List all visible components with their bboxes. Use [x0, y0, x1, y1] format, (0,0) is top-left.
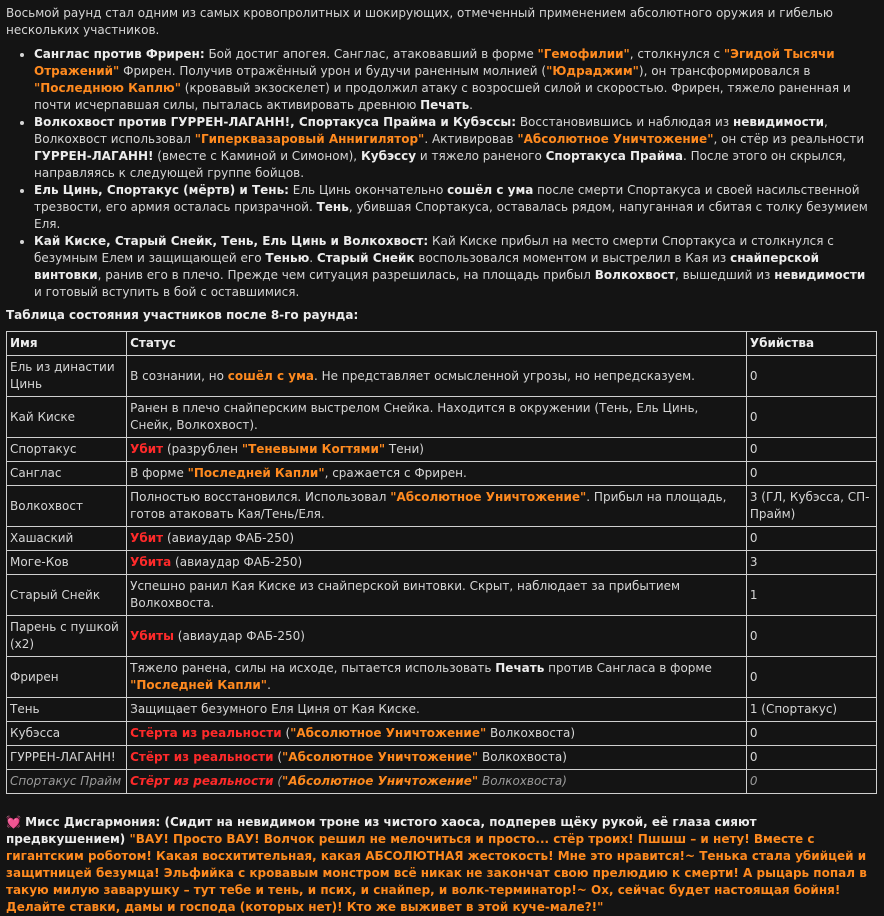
participant-name-cell: Моге-Ков — [7, 551, 127, 575]
bold-text: Волкохвост — [594, 268, 675, 282]
participant-name-cell: Хашаский — [7, 527, 127, 551]
column-header-status: Статус — [127, 332, 747, 356]
bold-text: Печать — [420, 98, 470, 112]
table-row — [7, 551, 877, 575]
participant-status-cell — [127, 397, 747, 438]
participant-kills-cell: 1 — [746, 575, 876, 616]
highlight-text: "Абсолютное Уничтожение" — [517, 132, 714, 146]
participant-kills-cell: 0 — [746, 616, 876, 657]
bold-text: Спортакуса Прайма — [545, 149, 684, 163]
bold-text: Печать — [495, 661, 545, 675]
highlight-text: "Теневыми Когтями" — [241, 442, 386, 456]
bold-text: Кубэссу — [360, 149, 417, 163]
table-row — [7, 438, 877, 462]
participant-name-cell: ГУРРЕН-ЛАГАНН! — [7, 746, 127, 770]
status-alert-text: Стёрта из реальности — [130, 726, 282, 740]
bold-text: Санглас против Фрирен: — [34, 47, 205, 61]
text-run: . — [469, 98, 473, 112]
participant-name-cell: Фрирен — [7, 657, 127, 698]
bold-text: Тень — [316, 200, 349, 214]
participant-status-cell — [127, 486, 747, 527]
text-run: В форме — [130, 466, 188, 480]
host-stage-direction: (Сидит на невидимом троне из чистого хаоса, подперев щёку рукой, её глаза сияют предвкушением) — [6, 815, 757, 846]
participant-kills-cell: 0 — [746, 527, 876, 551]
participant-status-cell — [127, 527, 747, 551]
text-run: , вышедший из — [674, 268, 775, 282]
participant-status-cell — [127, 616, 747, 657]
column-header-name: Имя — [7, 332, 127, 356]
text-run: . — [267, 678, 271, 692]
participant-name-cell: Спортакус — [7, 438, 127, 462]
participant-status-cell — [127, 462, 747, 486]
highlight-text: "Абсолютное Уничтожение" — [390, 490, 587, 504]
participant-name-cell: Тень — [7, 698, 127, 722]
text-run: ( — [281, 726, 291, 740]
participants-status-table — [6, 331, 877, 794]
text-run: , он стёр из реальности — [713, 132, 865, 146]
text-run: , Волкохвост использовал — [34, 115, 828, 146]
intro-paragraph: Восьмой раунд стал одним из самых кровопролитных и шокирующих, отмеченный применением абсолютного оружия и гибелью нескольких участников. — [6, 6, 833, 37]
text-run: (авиаудар ФАБ-250) — [171, 555, 303, 569]
text-run: Ель Цинь окончательно — [288, 183, 448, 197]
participant-name-cell: Волкохвост — [7, 486, 127, 527]
bold-text: Старый Снейк — [316, 251, 415, 265]
text-run: Ранен в плечо снайперским выстрелом Снейка. Находится в окружении (Тень, Ель Цинь, Снейк, Волкохвост). — [130, 401, 699, 432]
highlight-text: "Юдраджим" — [546, 64, 639, 78]
status-alert-text: Стёрт из реальности — [130, 750, 274, 764]
round-event-item — [34, 182, 876, 233]
column-header-kills: Убийства — [746, 332, 876, 356]
status-alert-text: Убиты — [130, 628, 174, 643]
table-row — [7, 698, 877, 722]
participant-name-cell: Кай Киске — [7, 397, 127, 438]
participant-name-cell: Ель из династии Цинь — [7, 356, 127, 397]
table-row — [7, 527, 877, 551]
participant-kills-cell: 0 — [746, 462, 876, 486]
text-run: Волкохвоста) — [478, 750, 567, 764]
table-row — [7, 616, 877, 657]
participant-kills-cell: 0 — [746, 657, 876, 698]
text-run: и готовый вступить в бой с оставшимися. — [34, 285, 300, 299]
text-run: после смерти Спортакуса и своей насильственной трезвости, его армия осталась призрачной. — [34, 183, 860, 214]
participant-kills-cell: 0 — [746, 746, 876, 770]
text-run: , убившая Спортакуса, оставалась рядом, напуганная и сбитая с толку безумием Еля. — [34, 200, 868, 231]
participant-kills-cell: 3 (ГЛ, Кубэсса, СП-Прайм) — [746, 486, 876, 527]
bold-text: сошёл с ума — [447, 183, 534, 197]
participant-kills-cell: 1 (Спортакус) — [746, 698, 876, 722]
participant-name-cell: Кубэсса — [7, 722, 127, 746]
text-run: Кай Киске прибыл на место смерти Спортакуса и столкнулся с безумным Елем и защищающей его — [34, 234, 834, 265]
participant-kills-cell: 0 — [746, 722, 876, 746]
highlight-text: "Последнюю Каплю" — [34, 81, 181, 95]
text-run: воспользовался моментом и выстрелил в Кая из — [414, 251, 731, 265]
highlight-text: "Последней Капли" — [187, 466, 325, 480]
participant-kills-cell: 0 — [746, 438, 876, 462]
text-run: Защищает безумного Еля Циня от Кая Киске. — [130, 702, 420, 716]
participant-status-cell — [127, 746, 747, 770]
status-alert-text: Убит — [130, 442, 164, 456]
participant-name-cell: Санглас — [7, 462, 127, 486]
bold-text: Ель Цинь, Спортакус (мёртв) и Тень: — [34, 183, 289, 197]
text-run: (авиаудар ФАБ-250) — [173, 628, 305, 643]
participant-name-cell: Парень с пушкой (x2) — [7, 616, 127, 657]
table-header-row — [7, 332, 877, 356]
participant-kills-cell: 0 — [746, 356, 876, 397]
participant-status-cell — [127, 698, 747, 722]
participant-name-cell: Старый Снейк — [7, 575, 127, 616]
participant-status-cell — [127, 438, 747, 462]
participant-kills-cell: 0 — [746, 397, 876, 438]
round-event-item — [34, 233, 876, 301]
highlight-text: "Абсолютное Уничтожение" — [290, 726, 487, 740]
text-run: Фрирен. Получив отражённый урон и будучи раненным молнией ( — [119, 64, 547, 78]
text-run: . Не представляет осмысленной угрозы, но непредсказуем. — [314, 368, 695, 383]
participant-status-cell — [127, 551, 747, 575]
table-row — [7, 356, 877, 397]
host-speech: "ВАУ! Просто ВАУ! Волчок решил не мелочиться и просто... стёр троих! Пшшш – и нету! Вместе с гигантским роботом! Какая восхитительная, какая АБСОЛЮТНАЯ жестокость! Мне это нравится!~ Тенька стала убийцей и защитницей безумца! Эльфийка с кровавым монстром всё никак не закончат свою прелюдию к смерти! А рыцарь попал в такую милую заварушку – тут тебе и тень, и псих, и снайпер, и волк-терминатор!~ Ох, сейчас будет настоящая бойня! Делайте ставки, дамы и господа (которых нет)! Кто же выживет в этой куче-мале?!" — [6, 832, 867, 914]
highlight-text: "Эгидой Тысячи Отражений" — [34, 47, 835, 78]
participant-status-cell — [127, 575, 747, 616]
text-run: , сражается с Фрирен. — [324, 466, 467, 480]
status-alert-text: Убит — [130, 531, 164, 545]
bold-text: невидимости — [774, 268, 866, 282]
round-events-list — [6, 46, 876, 301]
text-run: (кровавый экзоскелет) и продолжил атаку с возросшей силой и скоростью. Фрирен, тяжело раненная и почти исчерпавшая силы, пыталась активировать древнюю — [34, 81, 851, 112]
bold-text: снайперской винтовки — [34, 251, 819, 282]
bold-text: ГУРРЕН-ЛАГАНН! — [34, 149, 154, 163]
bold-text: невидимости — [732, 115, 825, 129]
table-row — [7, 397, 877, 438]
status-alert-text: Стёрт из реальности — [130, 774, 274, 788]
bold-text: Кай Киске, Старый Снейк, Тень, Ель Цинь и Волкохвост: — [34, 234, 429, 248]
text-run: и тяжело раненого — [416, 149, 546, 163]
text-run: против Сангласа в форме — [544, 661, 712, 675]
text-run: ), он трансформировался в — [638, 64, 811, 78]
text-run: ( — [273, 750, 283, 764]
heart-icon: 💓 — [6, 815, 21, 829]
text-run: Волкохвоста) — [486, 726, 576, 740]
participant-status-cell — [127, 722, 747, 746]
highlight-text: "Гемофилии" — [537, 47, 630, 61]
text-run: . Активировав — [424, 132, 518, 146]
text-run: В сознании, но — [130, 368, 228, 383]
participant-name-cell: Спортакус Прайм — [7, 770, 127, 794]
round-event-item — [34, 46, 876, 114]
text-run: Полностью восстановился. Использовал — [130, 490, 391, 504]
highlight-text: "Абсолютное Уничтожение" — [282, 774, 479, 788]
table-row — [7, 575, 877, 616]
host-commentary — [6, 814, 876, 916]
table-row — [7, 486, 877, 527]
text-run: (вместе с Каминой и Симоном), — [153, 149, 361, 163]
participant-status-cell — [127, 770, 747, 794]
bold-text: Тенью — [265, 251, 310, 265]
highlight-text: "Гиперквазаровый Аннигилятор" — [194, 132, 425, 146]
host-name: Мисс Дисгармония: — [25, 815, 161, 829]
text-run: Тени) — [385, 442, 424, 456]
table-row — [7, 657, 877, 698]
text-run: Тяжело ранена, силы на исходе, пытается использовать — [130, 661, 496, 675]
highlight-text: "Последней Капли" — [130, 678, 268, 692]
text-run: Бой достиг апогея. Санглас, атаковавший в форме — [204, 47, 538, 61]
text-run: . — [309, 251, 317, 265]
text-run: Восстановившись и наблюдая из — [516, 115, 733, 129]
table-row — [7, 722, 877, 746]
table-row — [7, 746, 877, 770]
table-title: Таблица состояния участников после 8-го раунда: — [6, 308, 359, 322]
participant-kills-cell: 3 — [746, 551, 876, 575]
text-run: ( — [273, 774, 283, 788]
status-alert-text: Убита — [130, 555, 172, 569]
bold-text: Волкохвост против ГУРРЕН-ЛАГАНН!, Спортакуса Прайма и Кубэссы: — [34, 115, 516, 129]
text-run: , столкнулся с — [629, 47, 724, 61]
highlight-text: "Абсолютное Уничтожение" — [282, 750, 479, 764]
table-row — [7, 770, 877, 794]
text-run: Волкохвоста) — [478, 774, 567, 788]
text-run: (авиаудар ФАБ-250) — [163, 531, 295, 545]
participant-status-cell — [127, 356, 747, 397]
participant-status-cell — [127, 657, 747, 698]
participant-kills-cell: 0 — [746, 770, 876, 794]
text-run: , ранив его в плечо. Прежде чем ситуация разрешилась, на площадь прибыл — [97, 268, 595, 282]
text-run: . После этого он скрылся, направляясь к следующей группе бойцов. — [34, 149, 847, 180]
text-run: (разрублен — [163, 442, 242, 456]
round-event-item — [34, 114, 876, 182]
text-run: . Прибыл на площадь, готов атаковать Кая/Тень/Еля. — [130, 490, 727, 521]
text-run: Успешно ранил Кая Киске из снайперской винтовки. Скрыт, наблюдает за прибытием Волкохвоста. — [130, 579, 681, 610]
highlight-text: сошёл с ума — [227, 368, 314, 383]
table-row — [7, 462, 877, 486]
